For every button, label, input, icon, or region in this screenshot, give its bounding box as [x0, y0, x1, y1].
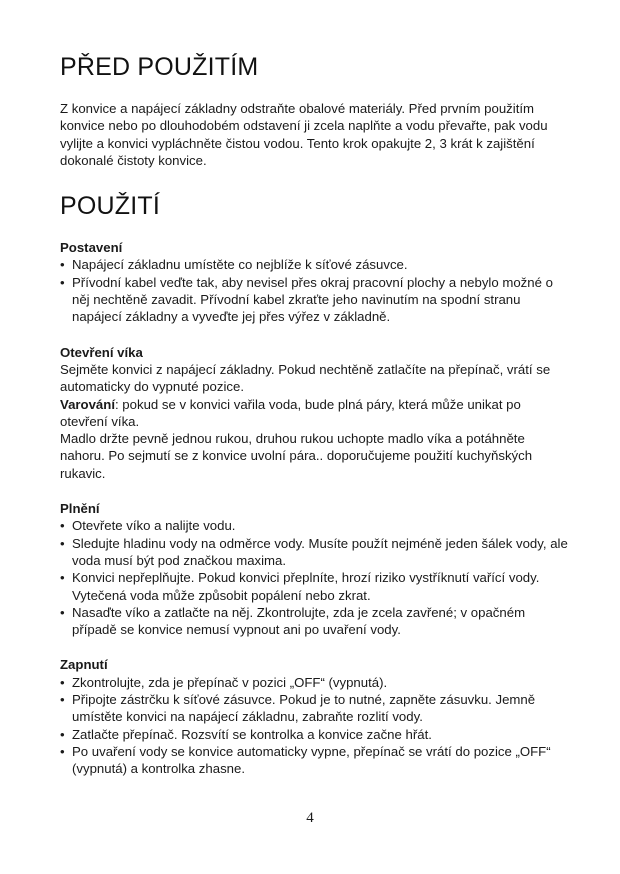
subheading-otevreni: Otevření víka: [60, 344, 143, 360]
warning-text: : pokud se v konvici vařila voda, bude plná páry, která může unikat po otevření víka.: [60, 396, 521, 429]
section-postaveni: [60, 239, 570, 325]
manual-page: [60, 52, 570, 778]
list-zapnuti: [60, 674, 570, 778]
list-item: • Připojte zástrčku k síťové zásuvce. Pokud je to nutné, zapněte zásuvku. Jemně umístěte konvici na napájecí základnu, zabraňte rozlití vody.: [60, 691, 570, 726]
list-item: • Sledujte hladinu vody na odměrce vody. Musíte použít nejméně jeden šálek vody, ale voda musí být pod značkou maxima.: [60, 535, 570, 570]
intro-paragraph: Z konvice a napájecí základny odstraňte obalové materiály. Před prvním použitím konvice nebo po dlouhodobém odstavení ji zcela naplňte a vodu převařte, pak vodu vylijte a konvici vypláchněte čistou vodou. Tento krok opakujte 2, 3 krát k zajištění dokonalé čistoty konvice.: [60, 101, 548, 168]
list-item: • Zatlačte přepínač. Rozsvítí se kontrolka a konvice začne hřát.: [60, 726, 570, 743]
heading-usage: POUŽITÍ: [60, 192, 161, 221]
list-item: • Po uvaření vody se konvice automaticky vypne, přepínač se vrátí do pozice „OFF“ (vypnutá) a kontrolka zhasne.: [60, 743, 570, 778]
warning-label: Varování: [60, 396, 115, 412]
list-item: • Konvici nepřeplňujte. Pokud konvici přeplníte, hrozí riziko vystříknutí vařící vody. Vytečená voda může způsobit popálení nebo zkrat.: [60, 569, 570, 604]
list-item: • Přívodní kabel veďte tak, aby nevisel přes okraj pracovní plochy a nebylo možné o něj nechtěně zavadit. Přívodní kabel zkraťte jeho navinutím na spodní stranu napájecí základny a vyveďte jej přes výřez v základně.: [60, 274, 570, 326]
subheading-postaveni: Postavení: [60, 240, 123, 256]
list-item: • Otevřete víko a nalijte vodu.: [60, 517, 570, 534]
subheading-zapnuti: Zapnutí: [60, 657, 108, 673]
section-zapnuti: [60, 656, 570, 777]
paragraph-otevreni-3: Madlo držte pevně jednou rukou, druhou rukou uchopte madlo víka a potáhněte nahoru. Po sejmutí se z konvice uvolní pára.. doporučujeme použití kuchyňských rukavic.: [60, 431, 533, 481]
list-item: • Napájecí základnu umístěte co nejblíže k síťové zásuvce.: [60, 256, 570, 273]
list-item: • Nasaďte víko a zatlačte na něj. Zkontrolujte, zda je zcela zavřené; v opačném případě se konvice nemusí vypnout ani po uvaření vody.: [60, 604, 570, 639]
heading-before-use: PŘED POUŽITÍM: [60, 53, 259, 81]
paragraph-otevreni-1: Sejměte konvici z napájecí základny. Pokud nechtěně zatlačíte na přepínač, vrátí se automaticky do vypnuté pozice.: [60, 361, 551, 395]
section-plneni: [60, 500, 570, 638]
subheading-plneni: Plnění: [60, 501, 100, 517]
list-plneni: [60, 517, 570, 638]
page-number: 4: [306, 810, 314, 826]
section-otevreni: [60, 344, 570, 482]
list-item: • Zkontrolujte, zda je přepínač v pozici „OFF“ (vypnutá).: [60, 674, 570, 691]
paragraph-warning: [60, 396, 570, 431]
list-postaveni: [60, 256, 570, 325]
